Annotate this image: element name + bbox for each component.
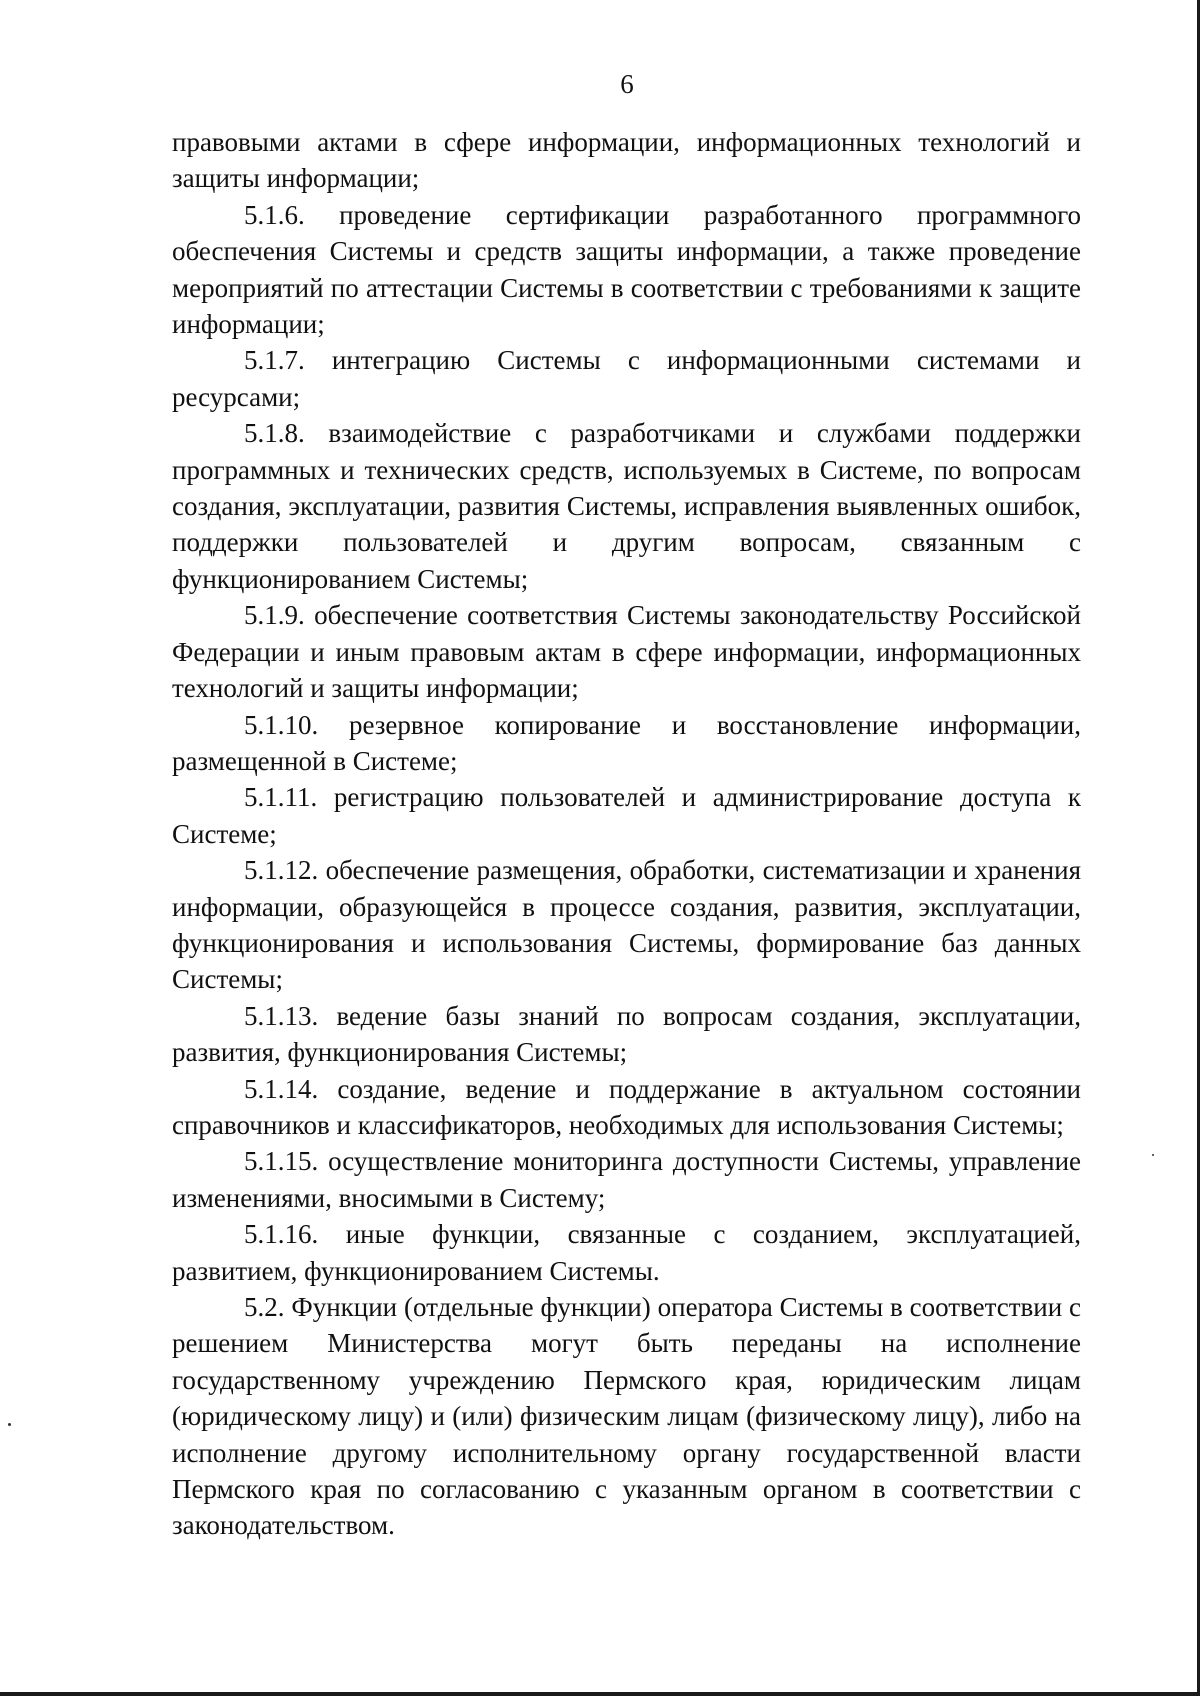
paragraph-5-1-11 — [172, 779, 1081, 852]
paragraph-text: резервное копирование и восстановление информации, размещенной в Системе; — [172, 709, 1082, 776]
paragraph-5-2 — [172, 1289, 1081, 1544]
paragraph-5-1-10 — [172, 707, 1081, 780]
paragraph-text: проведение сертификации разработанного программного обеспечения Системы и средств защиты информации, а также проведение мероприятий по аттестации Системы в соответствии с требованиями к защите информации; — [172, 199, 1082, 340]
clause-number: 5.1.8. — [244, 418, 305, 449]
paragraph-5-1-7 — [172, 342, 1081, 415]
paragraph-5-1-16 — [172, 1216, 1081, 1289]
paragraph-text: Функции (отдельные функции) оператора Системы в соответствии с решением Министерства могут быть переданы на исполнение государственному учреждению Пермского края, юридическим лицам (юридическому лицу) и (или) физическим лицам (физическому лицу), либо на исполнение другому исполнительному органу государственной власти Пермского края по согласованию с указанным органом в соответствии с законодательством. — [172, 1292, 1081, 1541]
paragraph-text: регистрацию пользователей и администрирование доступа к Системе; — [172, 782, 1081, 849]
clause-number: 5.1.11. — [244, 782, 318, 813]
paragraph-continuation — [172, 124, 1081, 197]
paragraph-5-1-9 — [172, 597, 1081, 706]
scan-speck — [1152, 1154, 1154, 1156]
paragraph-5-1-15 — [172, 1143, 1081, 1216]
clause-number: 5.1.13. — [244, 1000, 319, 1031]
clause-number: 5.1.10. — [244, 709, 319, 740]
paragraph-5-1-13 — [172, 998, 1081, 1071]
clause-number: 5.1.12. — [244, 855, 319, 886]
paragraph-5-1-8 — [172, 415, 1081, 597]
paragraph-text: взаимодействие с разработчиками и службами поддержки программных и технических средств, используемых в Системе, по вопросам создания, эксплуатации, развития Системы, исправления выявленных ошибок, поддержки пользователей и другим вопросам, связанным с функционированием Системы; — [172, 418, 1081, 594]
clause-number: 5.1.9. — [244, 600, 305, 631]
paragraph-text: обеспечение размещения, обработки, систематизации и хранения информации, образующейся в процессе создания, развития, эксплуатации, функционирования и использования Системы, формирование баз данных Системы; — [172, 855, 1082, 995]
paragraph-text: обеспечение соответствия Системы законодательству Российской Федерации и иным правовым актам в сфере информации, информационных технологий и защиты информации; — [172, 600, 1081, 704]
clause-number: 5.1.15. — [244, 1146, 319, 1177]
paragraph-text: правовыми актами в сфере информации, информационных технологий и защиты информации; — [172, 127, 1081, 194]
clause-number: 5.1.7. — [244, 345, 305, 376]
paragraph-text: иные функции, связанные с созданием, эксплуатацией, развитием, функционированием Системы. — [172, 1219, 1081, 1286]
scan-speck — [8, 1423, 11, 1426]
paragraph-text: интеграцию Системы с информационными системами и ресурсами; — [172, 345, 1081, 412]
clause-number: 5.2. — [244, 1292, 285, 1322]
paragraph-5-1-14 — [172, 1071, 1081, 1144]
paragraph-5-1-12 — [172, 852, 1081, 998]
paragraph-text: ведение базы знаний по вопросам создания, эксплуатации, развития, функционирования Системы; — [172, 1000, 1082, 1068]
scan-edge-bottom — [0, 1692, 1200, 1696]
clause-number: 5.1.14. — [244, 1073, 319, 1104]
document-body — [172, 124, 1081, 1544]
clause-number: 5.1.6. — [244, 199, 305, 230]
clause-number: 5.1.16. — [244, 1219, 319, 1250]
paragraph-text: осуществление мониторинга доступности Системы, управление изменениями, вносимыми в Систему; — [172, 1146, 1082, 1213]
paragraph-text: создание, ведение и поддержание в актуальном состоянии справочников и классификаторов, необходимых для использования Системы; — [172, 1073, 1081, 1140]
paragraph-5-1-6 — [172, 197, 1081, 343]
page-number: 6 — [620, 69, 634, 99]
